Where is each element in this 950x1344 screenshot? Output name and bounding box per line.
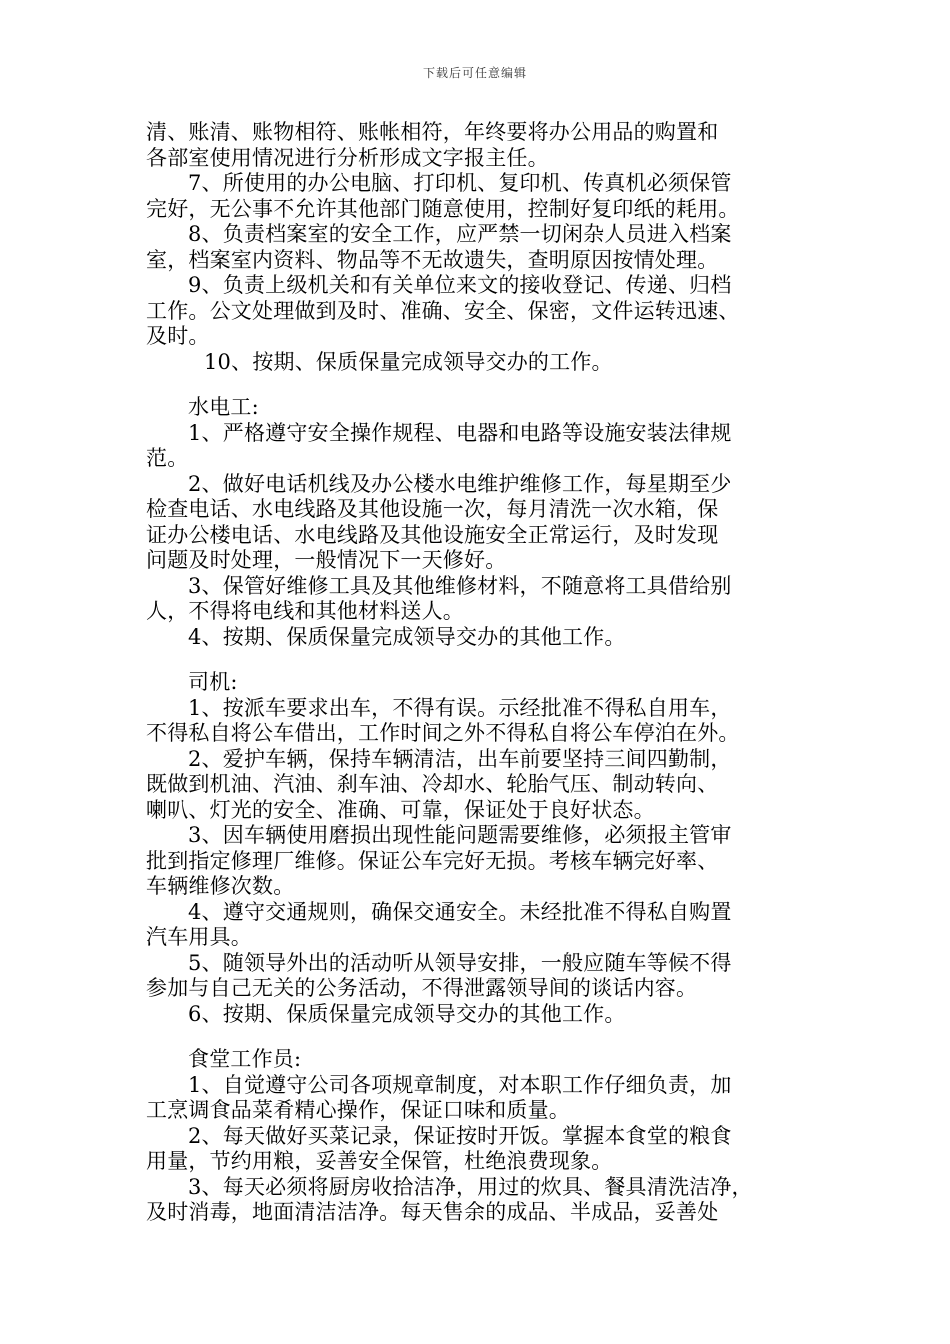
text-line: 清、账清、账物相符、账帐相符，年终要将办公用品的购置和	[146, 120, 719, 144]
text-line: 室，档案室内资料、物品等不无故遗失，查明原因按情处理。	[146, 247, 719, 272]
section-heading: 司机:	[188, 670, 238, 694]
text-line: 2、做好电话机线及办公楼水电维护维修工作，每星期至少	[188, 471, 732, 496]
text-line: 9、负责上级机关和有关单位来文的接收登记、传递、归档	[188, 273, 732, 297]
text-line: 范。	[146, 446, 189, 470]
section-heading: 食堂工作员:	[188, 1047, 302, 1071]
paragraph-gap	[146, 375, 814, 395]
text-line: 3、每天必须将厨房收拾洁净，用过的炊具、餐具清洗洁净，	[188, 1174, 753, 1199]
text-line: 参加与自己无关的公务活动，不得泄露领导间的谈话内容。	[146, 976, 698, 1000]
text-line: 10、按期、保质保量完成领导交办的工作。	[204, 349, 613, 374]
text-line: 用量，节约用粮，妥善安全保管，杜绝浪费现象。	[146, 1149, 613, 1173]
text-line: 8、负责档案室的安全工作，应严禁一切闲杂人员进入档案	[188, 222, 732, 246]
text-line: 证办公楼电话、水电线路及其他设施安全正常运行，及时发现	[146, 522, 719, 547]
text-line: 人，不得将电线和其他材料送人。	[146, 599, 464, 623]
text-line: 完好，无公事不允许其他部门随意使用，控制好复印纸的耗用。	[146, 196, 740, 221]
text-line: 批到指定修理厂维修。保证公车完好无损。考核车辆完好率、	[146, 848, 719, 873]
text-line: 及时。	[146, 324, 210, 348]
text-line: 各部室使用情况进行分析形成文字报主任。	[146, 145, 549, 170]
text-line: 7、所使用的办公电脑、打印机、复印机、传真机必须保管	[188, 171, 732, 195]
page-header: 下载后可任意编辑	[422, 66, 527, 80]
text-line: 检查电话、水电线路及其他设施一次，每月清洗一次水箱，保	[146, 497, 719, 521]
text-line: 车辆维修次数。	[146, 874, 295, 898]
document-body	[146, 120, 814, 1226]
text-line: 2、每天做好买菜记录，保证按时开饭。掌握本食堂的粮食	[188, 1123, 732, 1148]
text-line: 3、保管好维修工具及其他维修材料，不随意将工具借给别	[188, 573, 732, 598]
text-line: 既做到机油、汽油、刹车油、冷却水、轮胎气压、制动转向、	[146, 772, 719, 796]
section-heading: 水电工:	[188, 395, 259, 419]
text-line: 4、遵守交通规则，确保交通安全。未经批准不得私自购置	[188, 899, 732, 924]
text-line: 2、爱护车辆，保持车辆清洁，出车前要坚持三间四勤制，	[188, 746, 732, 771]
text-line: 1、按派车要求出车，不得有误。示经批准不得私自用车，	[188, 695, 732, 720]
text-line: 5、随领导外出的活动听从领导安排，一般应随车等候不得	[188, 950, 732, 975]
text-line: 1、自觉遵守公司各项规章制度，对本职工作仔细负责，加	[188, 1072, 732, 1097]
paragraph-gap	[146, 650, 814, 670]
text-line: 1、严格遵守安全操作规程、电器和电路等设施安装法律规	[188, 420, 732, 445]
text-line: 4、按期、保质保量完成领导交办的其他工作。	[188, 624, 626, 649]
text-line: 不得私自将公车借出，工作时间之外不得私自将公车停泊在外。	[146, 721, 740, 745]
text-line: 问题及时处理，一般情况下一天修好。	[146, 548, 507, 572]
text-line: 6、按期、保质保量完成领导交办的其他工作。	[188, 1001, 626, 1026]
text-line: 汽车用具。	[146, 925, 252, 949]
text-line: 及时消毒，地面清洁洁净。每天售余的成品、半成品，妥善处	[146, 1200, 719, 1224]
text-line: 3、因车辆使用磨损出现性能问题需要维修，必须报主管审	[188, 823, 732, 847]
text-line: 工作。公文处理做到及时、准确、安全、保密，文件运转迅速、	[146, 298, 740, 323]
paragraph-gap	[146, 1027, 814, 1047]
text-line: 工烹调食品菜肴精心操作，保证口味和质量。	[146, 1098, 570, 1122]
text-line: 喇叭、灯光的安全、准确、可靠，保证处于良好状态。	[146, 797, 655, 822]
